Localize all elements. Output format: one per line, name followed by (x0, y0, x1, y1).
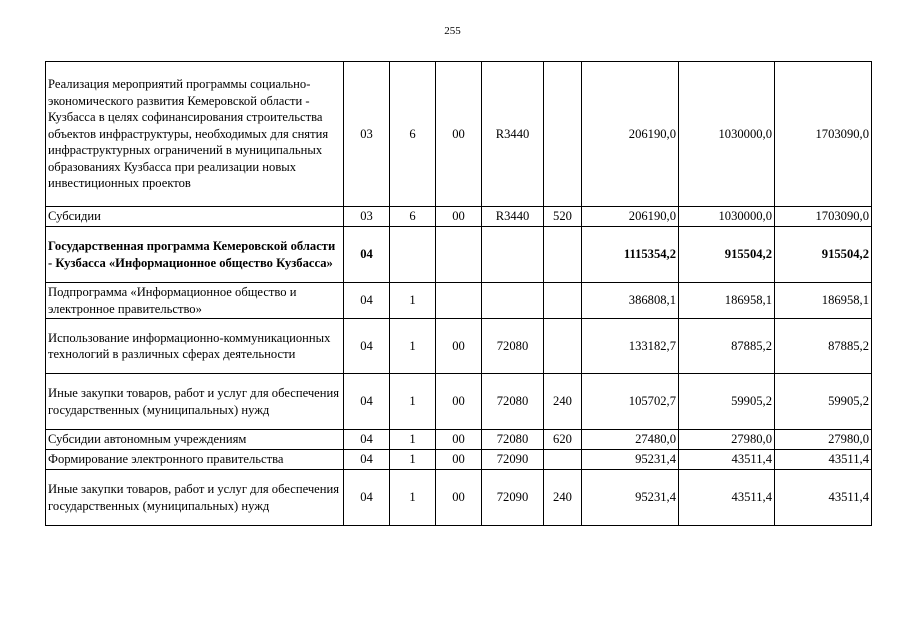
cell-section: 03 (344, 207, 390, 227)
cell-subprogram: 1 (390, 430, 436, 450)
cell-expense-type (544, 319, 582, 374)
cell-expense-type (544, 283, 582, 319)
cell-section: 04 (344, 319, 390, 374)
cell-section: 04 (344, 374, 390, 430)
cell-value-3: 59905,2 (775, 374, 872, 430)
cell-subprogram: 6 (390, 207, 436, 227)
cell-subprogram: 6 (390, 62, 436, 207)
table-row (46, 319, 872, 374)
cell-value-3: 87885,2 (775, 319, 872, 374)
row-name: Государственная программа Кемеровской области - Кузбасса «Информационное общество Кузбасса» (46, 227, 344, 283)
cell-subprogram (390, 227, 436, 283)
table-row (46, 207, 872, 227)
cell-subprogram: 1 (390, 319, 436, 374)
row-name: Субсидии автономным учреждениям (46, 430, 344, 450)
cell-event: 00 (436, 374, 482, 430)
cell-subprogram: 1 (390, 450, 436, 470)
cell-expense-type (544, 227, 582, 283)
cell-value-2: 87885,2 (679, 319, 775, 374)
row-name: Подпрограмма «Информационное общество и электронное правительство» (46, 283, 344, 319)
row-name: Использование информационно-коммуникационных технологий в различных сферах деятельности (46, 319, 344, 374)
row-name: Реализация мероприятий программы социально-экономического развития Кемеровской области - Кузбасса в целях софинансирования строительства объектов инфраструктуры, необходимых для снятия инфраструктурных ограничений в муниципальных образованиях Кузбасса при реализации новых инвестиционных проектов (46, 62, 344, 207)
cell-value-2: 43511,4 (679, 450, 775, 470)
cell-value-3: 43511,4 (775, 450, 872, 470)
cell-value-3: 1703090,0 (775, 62, 872, 207)
table-row (46, 62, 872, 207)
cell-value-2: 43511,4 (679, 470, 775, 526)
cell-value-1: 1115354,2 (582, 227, 679, 283)
cell-direction: 72080 (482, 319, 544, 374)
cell-expense-type: 620 (544, 430, 582, 450)
cell-direction (482, 283, 544, 319)
cell-section: 04 (344, 470, 390, 526)
cell-event: 00 (436, 62, 482, 207)
cell-expense-type: 520 (544, 207, 582, 227)
cell-value-1: 133182,7 (582, 319, 679, 374)
cell-value-2: 27980,0 (679, 430, 775, 450)
cell-event: 00 (436, 207, 482, 227)
cell-direction: 72080 (482, 430, 544, 450)
cell-event: 00 (436, 470, 482, 526)
cell-value-3: 186958,1 (775, 283, 872, 319)
cell-expense-type: 240 (544, 470, 582, 526)
cell-section: 04 (344, 227, 390, 283)
cell-direction: R3440 (482, 207, 544, 227)
cell-expense-type: 240 (544, 374, 582, 430)
cell-expense-type (544, 450, 582, 470)
cell-event (436, 283, 482, 319)
row-name: Субсидии (46, 207, 344, 227)
cell-direction (482, 227, 544, 283)
table-row (46, 283, 872, 319)
table-row (46, 227, 872, 283)
row-name: Формирование электронного правительства (46, 450, 344, 470)
cell-section: 04 (344, 430, 390, 450)
cell-direction: 72080 (482, 374, 544, 430)
cell-section: 03 (344, 62, 390, 207)
cell-value-3: 27980,0 (775, 430, 872, 450)
cell-value-2: 186958,1 (679, 283, 775, 319)
cell-subprogram: 1 (390, 374, 436, 430)
cell-value-1: 386808,1 (582, 283, 679, 319)
cell-expense-type (544, 62, 582, 207)
cell-event: 00 (436, 450, 482, 470)
cell-value-1: 27480,0 (582, 430, 679, 450)
table-row (46, 470, 872, 526)
page-number: 255 (444, 25, 461, 37)
cell-direction: 72090 (482, 450, 544, 470)
cell-value-1: 206190,0 (582, 207, 679, 227)
table-row (46, 430, 872, 450)
cell-event (436, 227, 482, 283)
cell-value-1: 206190,0 (582, 62, 679, 207)
cell-subprogram: 1 (390, 283, 436, 319)
cell-value-2: 59905,2 (679, 374, 775, 430)
cell-event: 00 (436, 319, 482, 374)
cell-value-1: 105702,7 (582, 374, 679, 430)
cell-value-2: 1030000,0 (679, 207, 775, 227)
cell-direction: R3440 (482, 62, 544, 207)
cell-value-3: 43511,4 (775, 470, 872, 526)
budget-table (45, 61, 872, 526)
row-name: Иные закупки товаров, работ и услуг для обеспечения государственных (муниципальных) нужд (46, 470, 344, 526)
cell-event: 00 (436, 430, 482, 450)
cell-value-3: 915504,2 (775, 227, 872, 283)
row-name: Иные закупки товаров, работ и услуг для обеспечения государственных (муниципальных) нужд (46, 374, 344, 430)
table-row (46, 374, 872, 430)
cell-value-1: 95231,4 (582, 450, 679, 470)
cell-section: 04 (344, 450, 390, 470)
cell-section: 04 (344, 283, 390, 319)
cell-value-2: 915504,2 (679, 227, 775, 283)
cell-value-2: 1030000,0 (679, 62, 775, 207)
table-row (46, 450, 872, 470)
cell-value-1: 95231,4 (582, 470, 679, 526)
cell-direction: 72090 (482, 470, 544, 526)
cell-value-3: 1703090,0 (775, 207, 872, 227)
cell-subprogram: 1 (390, 470, 436, 526)
